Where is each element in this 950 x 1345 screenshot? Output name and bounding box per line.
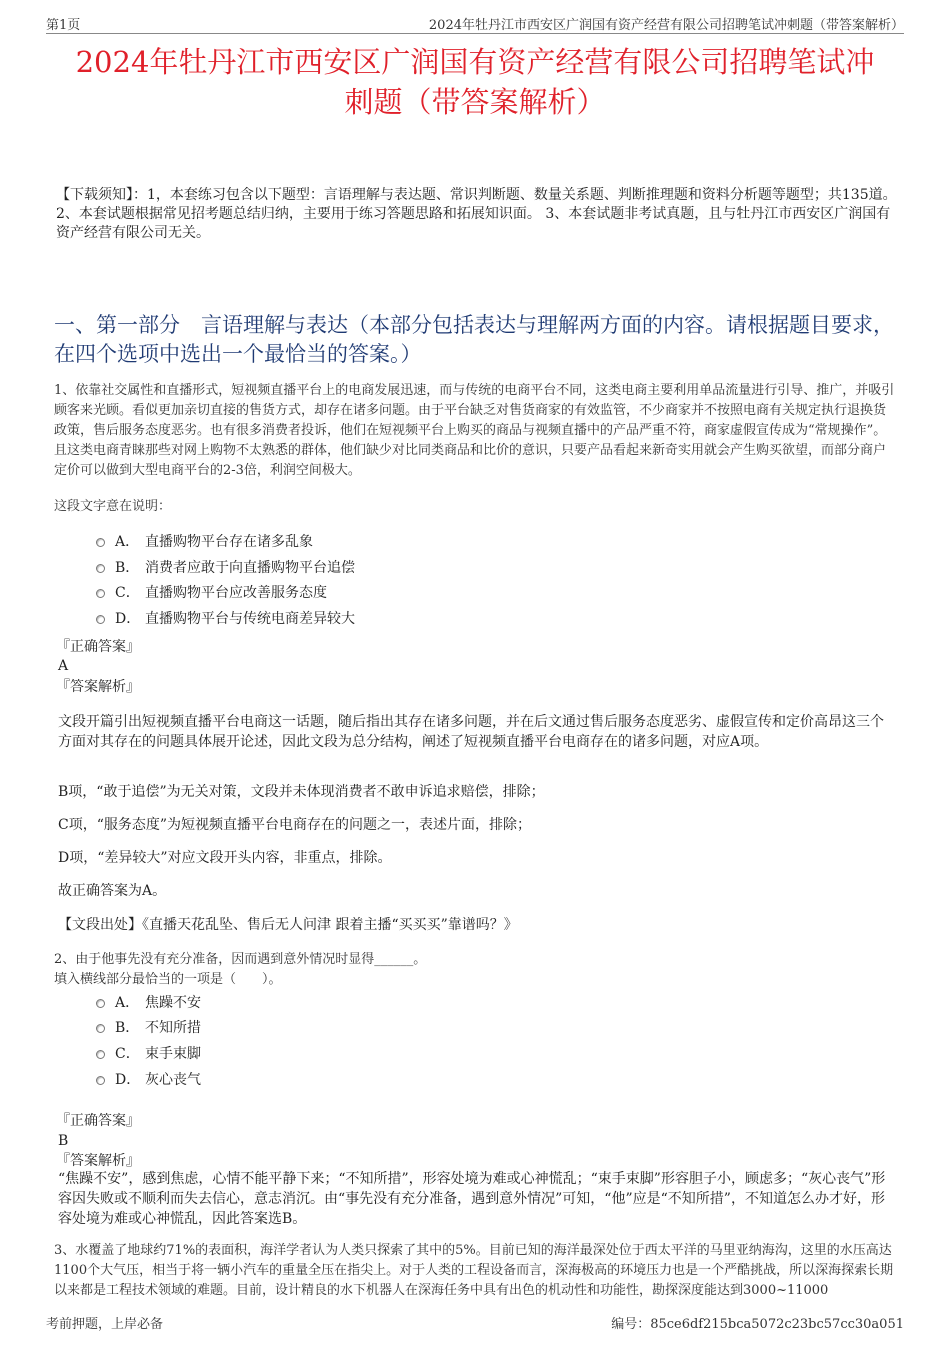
question-1-prompt: 这段文字意在说明： [54,499,172,514]
document-title [40,42,910,122]
question-2-stem: 2、由于他事先没有充分准备，因而遇到意外情况时显得______。 [54,952,427,967]
question-2-option-d[interactable]: D． 灰心丧气 [96,1070,201,1090]
question-2-analysis: “焦躁不安”，感到焦虑，心情不能平静下来；“不知所措”，形容处境为难或心神慌乱；“束手束脚”形容胆子小，顾虑多；“灰心丧气”形容因失败或不顺利而失去信心，意志消沉。由“事先没有充分准备，遇到意外情况”可知，“他”应是“不知所措”，不知道怎么办才好，形容处境为难或心神慌乱，因此答案选B。 [58,1171,886,1227]
question-1-option-a[interactable]: A． 直播购物平台存在诸多乱象 [96,532,313,552]
document-title-line-2: 刺题（带答案解析） [344,85,606,119]
question-1-option-c[interactable]: C． 直播购物平台应改善服务态度 [96,583,327,603]
question-1-option-d[interactable]: D． 直播购物平台与传统电商差异较大 [96,609,355,629]
question-1-analysis-title: 『答案解析』 [56,679,140,695]
question-2-option-a[interactable]: A． 焦躁不安 [96,993,201,1013]
question-2-option-c[interactable]: C． 束手束脚 [96,1044,201,1064]
question-2-option-b[interactable]: B． 不知所措 [96,1018,201,1038]
running-title: 2024年牡丹江市西安区广润国有资产经营有限公司招聘笔试冲刺题（带答案解析） [428,18,904,33]
question-1-analysis-para: 文段开篇引出短视频直播平台电商这一话题，随后指出其存在诸多问题，并在后文通过售后服务态度恶劣、虚假宣传和定价高昂这三个方面对其存在的问题具体展开论述，因此文段为总分结构，阐述了短视频直播平台电商存在的诸多问题，对应A项。 [58,714,884,750]
question-1-answer-title: 『正确答案』 [56,639,140,655]
question-1-analysis-para: 故正确答案为A。 [58,883,167,899]
question-2-answer-title: 『正确答案』 [56,1113,140,1129]
radio-icon[interactable] [96,999,105,1008]
question-1-analysis-para: D项，“差异较大”对应文段开头内容，非重点，排除。 [58,850,392,866]
footer-slogan: 考前押题，上岸必备 [46,1317,164,1332]
radio-icon[interactable] [96,1076,105,1085]
document-title-line-1: 2024年牡丹江市西安区广润国有资产经营有限公司招聘笔试冲 [75,45,875,79]
question-1-analysis-para: C项，“服务态度”为短视频直播平台电商存在的问题之一，表述片面，排除； [58,817,532,833]
question-3-stem: 3、水覆盖了地球约71%的表面积，海洋学者认为人类只探索了其中的5%。目前已知的海洋最深处位于西太平洋的马里亚纳海沟，这里的水压高达1100个大气压，相当于将一辆小汽车的重量全压在指尖上。对于人类的工程设备而言，深海极高的环境压力也是一个严酷挑战，所以深海探索长期以来都是工程技术领域的难题。目前，设计精良的水下机器人在深海任务中具有出色的机动性和功能性，勘探深度能达到3000~11000 [54,1243,894,1298]
section-heading: 一、第一部分 言语理解与表达（本部分包括表达与理解两方面的内容。请根据题目要求，在四个选项中选出一个最恰当的答案。） [54,313,894,366]
radio-icon[interactable] [96,1024,105,1033]
radio-icon[interactable] [96,615,105,624]
question-1-source: 【文段出处】《直播天花乱坠、售后无人问津 跟着主播“买买买”靠谱吗？》 [58,917,518,933]
question-1-answer: A [58,658,69,674]
question-1-analysis-para: B项，“敢于追偿”为无关对策，文段并未体现消费者不敢申诉追求赔偿，排除； [58,784,545,800]
radio-icon[interactable] [96,1050,105,1059]
download-notice: 【下载须知】：1，本套练习包含以下题型：言语理解与表达题、常识判断题、数量关系题、判断推理题和资料分析题等题型；共135道。 2、本套试题根据常见招考题总结归纳，主要用于练习答题思路和拓展知识面。 3、本套试题非考试真题，且与牡丹江市西安区广润国有资产经营有限公司无关。 [56,187,897,241]
radio-icon[interactable] [96,564,105,573]
question-1-stem: 1、依靠社交属性和直播形式，短视频直播平台上的电商发展迅速，而与传统的电商平台不同，这类电商主要利用单品流量进行引导、推广，并吸引顾客来光顾。看似更加亲切直接的售货方式，却存在诸多问题。由于平台缺乏对售货商家的有效监管，不少商家并不按照电商有关规定执行退换货政策，售后服务态度恶劣。也有很多消费者投诉，他们在短视频平台上购买的商品与视频直播中的产品严重不符，商家虚假宣传成为“常规操作”。且这类电商青睐那些对网上购物不太熟悉的群体，他们缺少对比同类商品和比价的意识，只要产品看起来新奇实用就会产生购买欲望，而部分商户定价可以做到大型电商平台的2-3倍，利润空间极大。 [54,383,895,478]
question-2-analysis-title: 『答案解析』 [56,1153,140,1169]
page-number: 第1页 [46,18,81,33]
radio-icon[interactable] [96,538,105,547]
footer-serial: 编号：85ce6df215bca5072c23bc57cc30a051 [611,1317,904,1332]
question-1-option-b[interactable]: B． 消费者应敢于向直播购物平台追偿 [96,558,355,578]
question-2-answer: B [58,1133,69,1149]
header-divider [46,33,904,34]
radio-icon[interactable] [96,589,105,598]
question-2-prompt: 填入横线部分最恰当的一项是（ ）。 [54,972,282,987]
